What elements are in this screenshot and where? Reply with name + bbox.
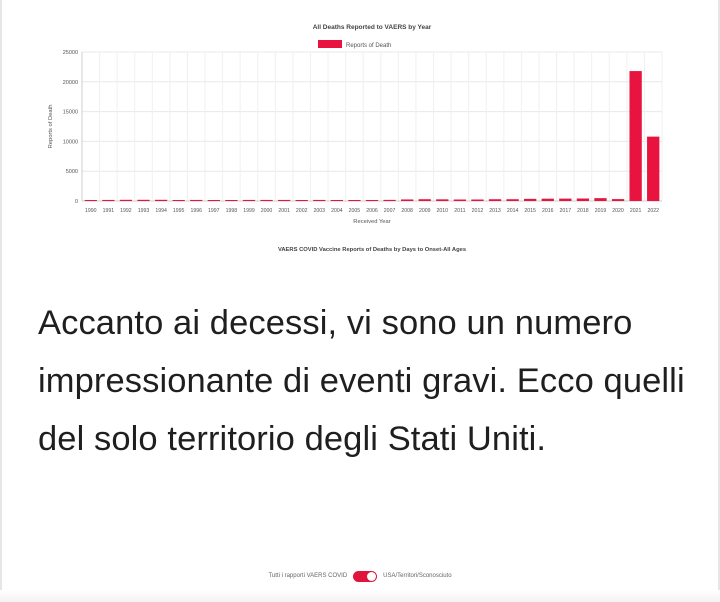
x-tick-label: 2008 bbox=[401, 208, 413, 214]
region-toggle-switch[interactable] bbox=[353, 571, 377, 582]
bar-1999 bbox=[243, 200, 255, 201]
legend-swatch bbox=[318, 40, 342, 48]
bar-2006 bbox=[366, 200, 378, 201]
x-tick-label: 2004 bbox=[331, 208, 343, 214]
bar-2015 bbox=[524, 199, 536, 201]
bar-2017 bbox=[559, 199, 571, 201]
page-border-left bbox=[0, 0, 2, 602]
bar-2019 bbox=[594, 198, 606, 201]
x-tick-label: 2020 bbox=[612, 208, 624, 214]
x-tick-label: 2019 bbox=[594, 208, 607, 214]
toggle-knob bbox=[367, 572, 376, 581]
y-tick-label: 15000 bbox=[62, 109, 78, 116]
bar-2002 bbox=[296, 200, 308, 201]
x-tick-label: 2015 bbox=[524, 208, 536, 214]
bar-1993 bbox=[137, 200, 149, 201]
x-tick-label: 2016 bbox=[541, 208, 554, 214]
x-tick-label: 1998 bbox=[225, 208, 238, 214]
bar-2000 bbox=[260, 200, 272, 201]
bar-2012 bbox=[471, 200, 483, 201]
x-tick-label: 1993 bbox=[137, 208, 150, 214]
bar-2016 bbox=[542, 199, 554, 201]
x-tick-label: 2001 bbox=[278, 208, 290, 214]
bar-1998 bbox=[225, 200, 237, 201]
legend-label: Reports of Death bbox=[346, 43, 392, 49]
x-tick-label: 1992 bbox=[120, 208, 132, 214]
bar-1997 bbox=[208, 200, 220, 201]
x-tick-label: 1995 bbox=[172, 208, 185, 214]
x-tick-label: 2014 bbox=[506, 208, 519, 214]
x-tick-label: 2012 bbox=[471, 208, 484, 214]
bottom-fade bbox=[0, 590, 720, 602]
bar-2003 bbox=[313, 200, 325, 201]
second-chart-title: VAERS COVID Vaccine Reports of Deaths by Days to Onset-All Ages bbox=[277, 247, 467, 253]
bar-2001 bbox=[278, 200, 290, 201]
x-tick-label: 2000 bbox=[260, 208, 273, 214]
bar-2013 bbox=[489, 199, 501, 201]
toggle-left-label: Tutti i rapporti VAERS COVID bbox=[268, 573, 348, 579]
deaths-by-year-chart bbox=[40, 14, 680, 259]
bar-2010 bbox=[436, 199, 448, 201]
bar-1995 bbox=[173, 200, 185, 201]
x-axis-title: Received Year bbox=[353, 219, 391, 225]
x-tick-label: 1999 bbox=[243, 208, 255, 214]
bar-2011 bbox=[454, 200, 466, 201]
y-tick-label: 0 bbox=[74, 199, 78, 205]
x-tick-label: 1996 bbox=[190, 208, 203, 214]
y-tick-label: 10000 bbox=[62, 139, 78, 146]
bar-1991 bbox=[102, 200, 114, 201]
x-tick-label: 2018 bbox=[577, 208, 589, 214]
bar-1992 bbox=[120, 200, 132, 201]
bar-1994 bbox=[155, 200, 167, 201]
x-tick-label: 1994 bbox=[155, 208, 167, 214]
y-tick-label: 20000 bbox=[62, 79, 78, 86]
bar-2020 bbox=[612, 199, 624, 201]
x-tick-label: 2009 bbox=[418, 208, 431, 214]
x-tick-label: 1990 bbox=[85, 208, 97, 214]
x-tick-label: 2017 bbox=[559, 208, 572, 214]
bar-2018 bbox=[577, 198, 589, 201]
x-tick-label: 1997 bbox=[208, 208, 220, 214]
bar-2014 bbox=[506, 199, 518, 201]
x-tick-label: 1991 bbox=[102, 208, 115, 214]
bar-2005 bbox=[348, 200, 360, 201]
article-paragraph: Accanto ai decessi, vi sono un numero impressionante di eventi gravi. Ecco quelli del solo territorio degli Stati Uniti. bbox=[38, 304, 685, 458]
bar-2009 bbox=[419, 199, 431, 201]
y-axis-title: Reports of Death bbox=[48, 104, 54, 149]
x-tick-label: 2003 bbox=[313, 208, 326, 214]
x-tick-label: 2007 bbox=[383, 208, 396, 214]
region-toggle-row bbox=[0, 567, 720, 585]
y-tick-label: 25000 bbox=[62, 50, 78, 56]
bar-chart-svg bbox=[40, 14, 680, 259]
x-tick-label: 2022 bbox=[647, 208, 659, 214]
bar-2008 bbox=[401, 199, 413, 201]
bar-1990 bbox=[85, 200, 97, 201]
x-tick-label: 2011 bbox=[454, 208, 466, 214]
bar-1996 bbox=[190, 200, 202, 201]
x-tick-label: 2006 bbox=[366, 208, 378, 214]
bar-2022 bbox=[647, 137, 659, 201]
x-tick-label: 2005 bbox=[348, 208, 361, 214]
chart-title: All Deaths Reported to VAERS by Year bbox=[312, 24, 432, 31]
x-tick-label: 2010 bbox=[436, 208, 449, 214]
bar-2007 bbox=[383, 200, 395, 201]
bar-2004 bbox=[331, 200, 343, 201]
x-tick-label: 2021 bbox=[629, 208, 642, 214]
bar-2021 bbox=[629, 71, 641, 201]
toggle-right-label: USA/Territori/Sconosciuto bbox=[383, 573, 452, 579]
x-tick-label: 2013 bbox=[489, 208, 501, 214]
y-tick-label: 5000 bbox=[65, 169, 78, 176]
x-tick-label: 2002 bbox=[295, 208, 308, 214]
